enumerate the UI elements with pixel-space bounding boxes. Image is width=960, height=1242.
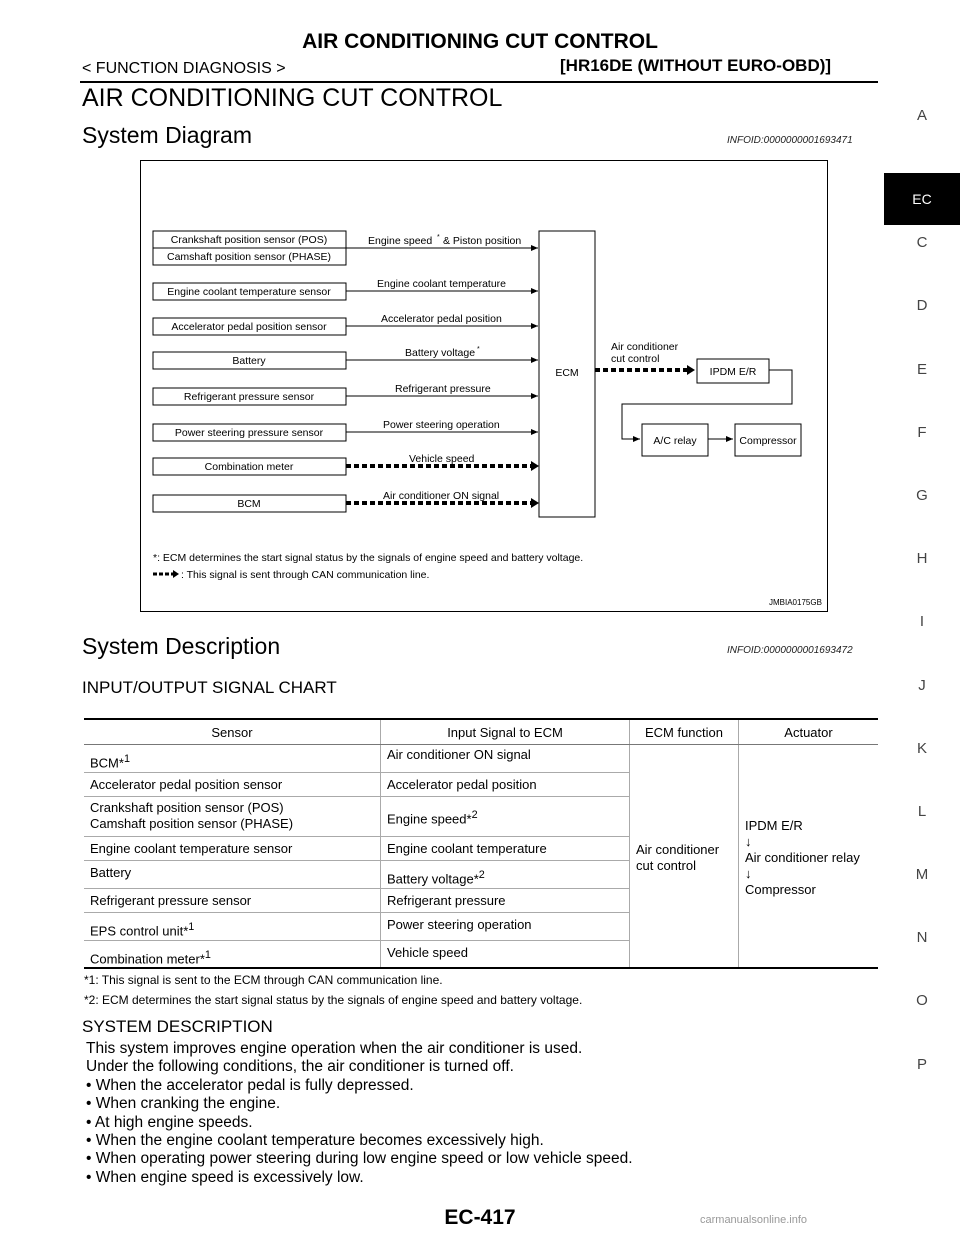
system-description-infoid: INFOID:0000000001693472 xyxy=(727,645,853,656)
table-row: Crankshaft position sensor (POS) Camshaft position sensor (PHASE) Engine speed*$^2$ xyxy=(84,797,878,837)
description-paragraph: This system improves engine operation when the air conditioner is used. xyxy=(86,1040,583,1057)
sensor-cell: Combination meter* xyxy=(90,951,205,967)
list-item: • At high engine speeds. xyxy=(86,1114,866,1132)
sensor-cell: Crankshaft position sensor (POS) xyxy=(90,800,284,815)
tab-m[interactable]: M xyxy=(915,866,929,884)
page-number: EC-417 xyxy=(444,1206,516,1229)
column-header-ecm-function: ECM function xyxy=(630,719,739,745)
signal-label-battery-voltage: Battery voltage xyxy=(405,347,476,359)
signal-cell: Air conditioner ON signal xyxy=(381,745,630,773)
engine-variant-label: [HR16DE (WITHOUT EURO-OBD)] xyxy=(560,56,832,75)
input-box-battery xyxy=(153,352,346,369)
tab-k[interactable]: K xyxy=(916,739,927,757)
section-breadcrumb: < FUNCTION DIAGNOSIS > xyxy=(82,60,286,77)
actuator-cell: IPDM E/R ↓ Air conditioner relay ↓ Compressor xyxy=(739,745,879,969)
system-diagram-title: System Diagram xyxy=(82,122,252,148)
system-diagram-infoid: INFOID:0000000001693471 xyxy=(727,135,853,146)
sensor-cell: Refrigerant pressure sensor xyxy=(84,889,381,913)
tab-n[interactable]: N xyxy=(916,929,928,947)
table-header-row xyxy=(84,719,878,745)
system-description-subheading: SYSTEM DESCRIPTION xyxy=(82,1017,273,1036)
signal-cell: Power steering operation xyxy=(381,913,630,941)
ecm-function-cell: Air conditioner cut control xyxy=(630,745,739,969)
signal-label-accelerator: Accelerator pedal position xyxy=(381,313,502,325)
tab-ec[interactable]: EC xyxy=(884,173,960,225)
signal-cell: Refrigerant pressure xyxy=(381,889,630,913)
io-chart-heading: INPUT/OUTPUT SIGNAL CHART xyxy=(82,678,337,697)
tab-o[interactable]: O xyxy=(916,992,928,1010)
table-row: Combination meter*$^1$ Vehicle speed xyxy=(84,941,878,969)
signal-label-piston-position: & Piston position xyxy=(443,235,522,247)
svg-text:BCM: BCM xyxy=(237,498,261,510)
svg-text:Compressor: Compressor xyxy=(739,435,797,447)
signal-label-refrigerant: Refrigerant pressure xyxy=(395,383,491,395)
input-box-refrigerant xyxy=(153,388,346,405)
svg-text:Accelerator pedal position sen: Accelerator pedal position sensor xyxy=(171,321,327,333)
svg-text:A/C relay: A/C relay xyxy=(653,435,697,447)
tab-j[interactable]: J xyxy=(918,676,926,694)
svg-text:ECM: ECM xyxy=(555,367,579,379)
svg-text:Combination meter: Combination meter xyxy=(204,461,294,473)
input-box-power-steering xyxy=(153,424,346,441)
page-heading: AIR CONDITIONING CUT CONTROL xyxy=(82,84,503,112)
figure-id: JMBIA0175GB xyxy=(769,598,822,607)
tab-l[interactable]: L xyxy=(917,802,927,820)
signal-label-coolant: Engine coolant temperature xyxy=(377,278,506,290)
list-item: • When cranking the engine. xyxy=(86,1095,866,1113)
description-paragraph: Under the following conditions, the air conditioner is turned off. xyxy=(86,1058,514,1076)
star-marker: * xyxy=(477,346,480,353)
input-box-camshaft xyxy=(153,248,346,265)
tab-a[interactable]: A xyxy=(916,107,927,124)
signal-cell: Accelerator pedal position xyxy=(381,773,630,797)
svg-text:Power steering pressure sensor: Power steering pressure sensor xyxy=(174,427,324,439)
signal-label-power-steering: Power steering operation xyxy=(383,419,500,431)
svg-text:Battery: Battery xyxy=(232,355,266,367)
svg-text:Crankshaft position sensor (PO: Crankshaft position sensor (POS) xyxy=(170,234,328,246)
tab-d[interactable]: D xyxy=(916,297,928,315)
ac-relay-box xyxy=(642,424,708,456)
input-box-bcm xyxy=(153,495,346,512)
table-row: BCM*$^1$ Air conditioner ON signal Air conditioner cut control IPDM E/R ↓ Air conditioner relay ↓ Compressor xyxy=(84,745,878,773)
signal-cell: Battery voltage* xyxy=(387,871,479,887)
tab-c[interactable]: C xyxy=(916,234,928,252)
signal-label-ac-on: Air conditioner ON signal xyxy=(383,490,500,502)
input-box-accelerator xyxy=(153,318,346,335)
signal-cell: Engine coolant temperature xyxy=(381,837,630,861)
tab-p[interactable]: P xyxy=(916,1055,927,1073)
condition-list xyxy=(86,1077,866,1187)
signal-cell: Engine speed* xyxy=(387,811,472,827)
system-description-title: System Description xyxy=(82,633,281,659)
column-header-sensor: Sensor xyxy=(84,719,381,745)
list-item: • When engine speed is excessively low. xyxy=(86,1169,866,1187)
svg-text:IPDM E/R: IPDM E/R xyxy=(709,366,757,378)
list-item: • When operating power steering during low engine speed or low vehicle speed. xyxy=(86,1150,866,1168)
svg-text:Refrigerant pressure sensor: Refrigerant pressure sensor xyxy=(183,391,315,403)
output-signal-label: Air conditioner xyxy=(611,341,679,353)
sensor-cell: EPS control unit* xyxy=(90,923,189,939)
sensor-cell-line2: Camshaft position sensor (PHASE) xyxy=(90,816,294,831)
system-diagram xyxy=(140,160,828,612)
diagram-footnote-can: : This signal is sent through CAN communication line. xyxy=(181,569,430,581)
list-item: • When the engine coolant temperature becomes excessively high. xyxy=(86,1132,866,1150)
io-signal-table xyxy=(84,718,878,969)
input-box-combination-meter xyxy=(153,458,346,475)
sensor-cell: Engine coolant temperature sensor xyxy=(84,837,381,861)
tab-h[interactable]: H xyxy=(916,550,928,568)
compressor-box xyxy=(735,424,801,456)
list-item: • When the accelerator pedal is fully depressed. xyxy=(86,1077,866,1095)
star-marker: * xyxy=(437,234,440,241)
description-body xyxy=(86,1040,866,1187)
column-header-actuator: Actuator xyxy=(739,719,879,745)
running-title: AIR CONDITIONING CUT CONTROL xyxy=(302,30,658,53)
svg-text:Engine coolant temperature sen: Engine coolant temperature sensor xyxy=(167,286,331,298)
output-signal-label-2: cut control xyxy=(611,353,660,365)
table-bottom-rule xyxy=(84,967,878,969)
column-header-input-signal: Input Signal to ECM xyxy=(381,719,630,745)
sensor-cell: Battery xyxy=(84,861,381,889)
table-note-1: *1: This signal is sent to the ECM through CAN communication line. xyxy=(84,973,443,987)
diagram-footnote-star: *: ECM determines the start signal status by the signals of engine speed and battery voltage. xyxy=(153,552,584,564)
ipdm-box xyxy=(697,359,769,383)
sensor-cell: BCM* xyxy=(90,755,124,771)
table-row: EPS control unit*$^1$ Power steering operation xyxy=(84,913,878,941)
svg-text:Camshaft position sensor (PHAS: Camshaft position sensor (PHASE) xyxy=(167,251,331,263)
input-box-crankshaft xyxy=(153,231,346,248)
signal-label-vehicle-speed: Vehicle speed xyxy=(409,453,475,465)
input-box-coolant xyxy=(153,283,346,300)
sensor-cell: Accelerator pedal position sensor xyxy=(84,773,381,797)
tab-f[interactable]: F xyxy=(917,423,927,441)
signal-cell: Vehicle speed xyxy=(381,941,630,969)
tab-g[interactable]: G xyxy=(916,486,928,504)
tab-i[interactable]: I xyxy=(919,613,925,631)
tab-e[interactable]: E xyxy=(916,360,927,378)
table-note-2: *2: ECM determines the start signal status by the signals of engine speed and battery voltage. xyxy=(84,993,583,1007)
ecm-box xyxy=(539,231,595,517)
watermark: carmanualsonline.info xyxy=(700,1214,808,1226)
signal-label-engine-speed: Engine speed xyxy=(368,235,433,247)
table-row: Battery Battery voltage*$^2$ xyxy=(84,861,878,889)
header-rule xyxy=(80,81,878,83)
section-tab-index xyxy=(884,104,960,1116)
